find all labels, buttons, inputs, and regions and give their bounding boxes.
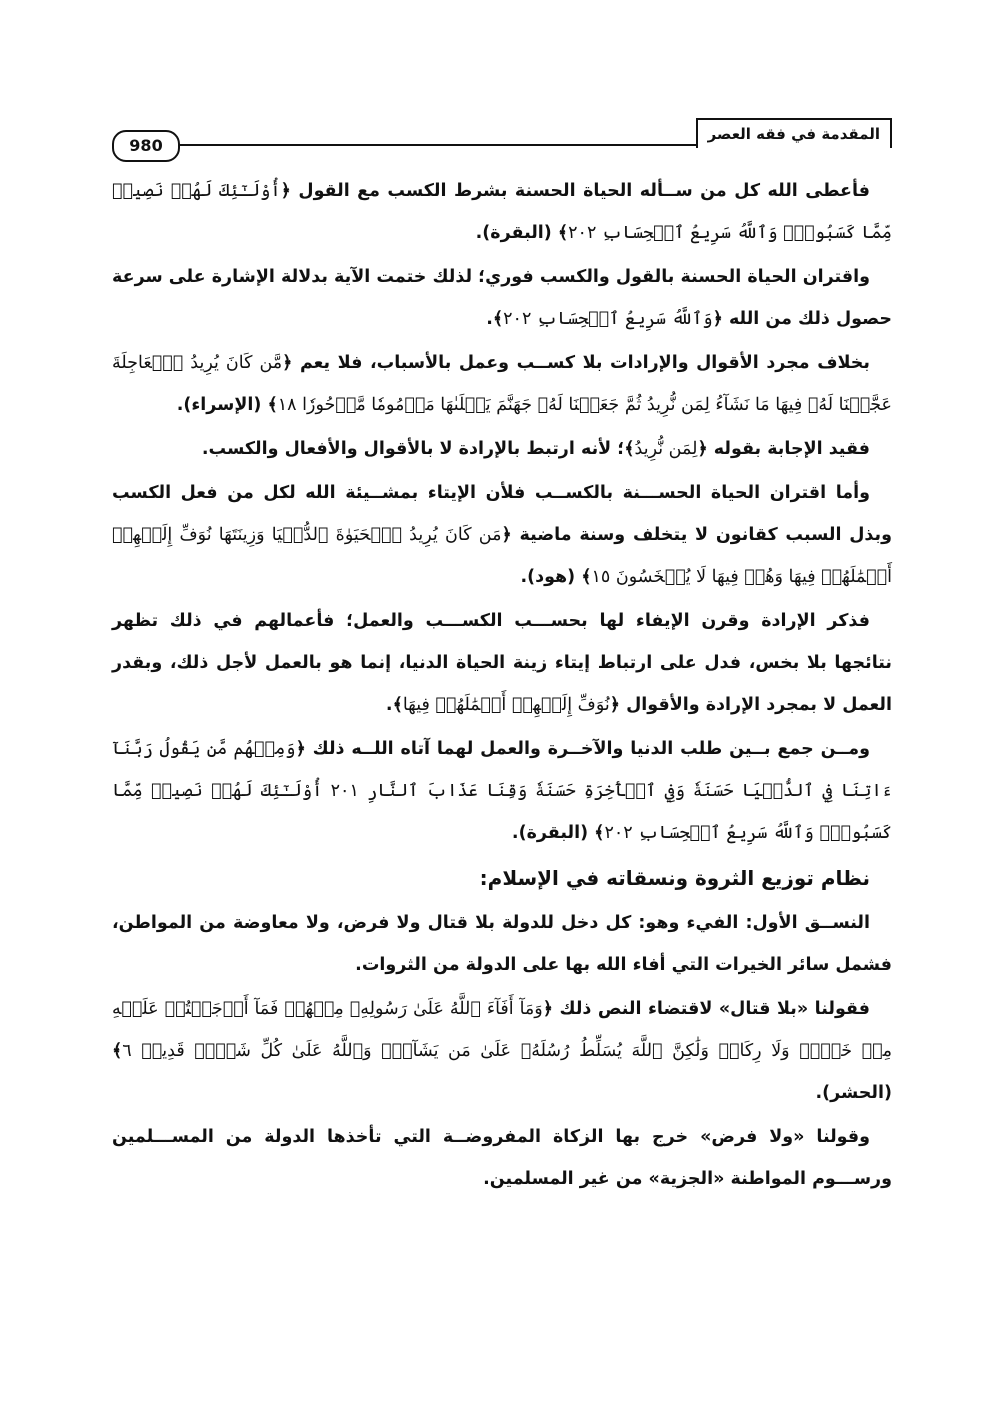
quran-verse: وَمِنۡهُم مَّن يَقُولُ رَبَّنَآ ءَاتِنَا فِي ٱلدُّنۡيَا حَسَنَةٗ وَفِي ٱلۡأٓخِرَةِ حَسَنَةٗ وَقِنَا عَذَابَ ٱلنَّارِ ٢٠١ أُوْلَـٰٓئِكَ لَهُمۡ نَصِيبٞ مِّمَّا كَسَبُواْۚ وَٱللَّهُ سَرِيعُ ٱلۡحِسَابِ ٢٠٢ bbox=[112, 739, 892, 843]
quran-verse: وَٱللَّهُ سَرِيعُ ٱلۡحِسَابِ ٢٠٢ bbox=[503, 309, 713, 329]
page-body bbox=[112, 170, 892, 1202]
quran-verse: مَن كَانَ يُرِيدُ ٱلۡحَيَوٰةَ ٱلدُّنۡيَا وَزِينَتَهَا نُوَفِّ إِلَيۡهِمۡ أَعۡمَٰلَهُمۡ فِيهَا وَهُمۡ فِيهَا لَا يُبۡخَسُونَ ١٥ bbox=[112, 525, 892, 587]
quran-verse: نُوَفِّ إِلَيۡهِمۡ أَعۡمَٰلَهُمۡ فِيهَا bbox=[402, 695, 610, 715]
paragraph-2: واقتران الحياة الحسنة بالقول والكسب فوري؛ لذلك ختمت الآية بدلالة الإشارة على سرعة حصول ذلك من الله ﴿وَٱللَّهُ سَرِيعُ ٱلۡحِسَابِ ٢٠٢﴾. bbox=[112, 267, 892, 329]
quran-verse: مَّن كَانَ يُرِيدُ ٱلۡعَاجِلَةَ عَجَّلۡنَا لَهُۥ فِيهَا مَا نَشَآءُ لِمَن نُّرِيدُ ثُمَّ جَعَلۡنَا لَهُۥ جَهَنَّمَ يَصۡلَىٰهَا مَذۡمُومٗا مَّدۡحُورٗا ١٨ bbox=[112, 353, 892, 415]
quran-verse: لِمَن نُّرِيدُ bbox=[634, 439, 698, 459]
paragraph-3: بخلاف مجرد الأقوال والإرادات بلا كســب وعمل بالأسباب، فلا يعم ﴿مَّن كَانَ يُرِيدُ ٱلۡعَاجِلَةَ عَجَّلۡنَا لَهُۥ فِيهَا مَا نَشَآءُ لِمَن نُّرِيدُ ثُمَّ جَعَلۡنَا لَهُۥ جَهَنَّمَ يَصۡلَىٰهَا مَذۡمُومٗا مَّدۡحُورٗا ١٨﴾ (الإسراء). bbox=[112, 353, 892, 415]
last-paragraph: وقولنا «ولا فرض» خرج بها الزكاة المفروضــة التي تأخذها الدولة من المســـلمين ورســـوم المواطنة «الجزية» من غير المسلمين. bbox=[112, 1127, 892, 1189]
paragraph-1: فأعطى الله كل من ســأله الحياة الحسنة بشرط الكسب مع القول ﴿أُوْلَـٰٓئِكَ لَهُمۡ نَصِيبٞ مِّمَّا كَسَبُواْۚ وَٱللَّهُ سَرِيعُ ٱلۡحِسَابِ ٢٠٢﴾ (البقرة). bbox=[112, 181, 892, 243]
section-heading: نظام توزيع الثروة ونسقاته في الإسلام: bbox=[479, 866, 870, 890]
page-number: 980 bbox=[112, 130, 180, 162]
first-pattern-paragraph: النســق الأول: الفيء وهو: كل دخل للدولة بلا قتال ولا فرض، ولا معاوضة من المواطن، فشمل سائر الخيرات التي أفاء الله بها على الدولة من الثروات. bbox=[112, 913, 892, 975]
quote-paragraph: فقولنا «بلا قتال» لاقتضاء النص ذلك ﴿وَمَآ أَفَآءَ ٱللَّهُ عَلَىٰ رَسُولِهِۦ مِنۡهُمۡ فَمَآ أَوۡجَفۡتُمۡ عَلَيۡهِ مِنۡ خَيۡلٖ وَلَا رِكَابٖ وَلَٰكِنَّ ٱللَّهَ يُسَلِّطُ رُسُلَهُۥ عَلَىٰ مَن يَشَآءُۚ وَٱللَّهُ عَلَىٰ كُلِّ شَيۡءٖ قَدِيرٞ ٦﴾ (الحشر). bbox=[112, 999, 892, 1103]
paragraph-5: وأما اقتران الحياة الحســـنة بالكســب فلأن الإيتاء بمشــيئة الله لكل من فعل الكسب وبذل السبب كقانون لا يتخلف وسنة ماضية ﴿مَن كَانَ يُرِيدُ ٱلۡحَيَوٰةَ ٱلدُّنۡيَا وَزِينَتَهَا نُوَفِّ إِلَيۡهِمۡ أَعۡمَٰلَهُمۡ فِيهَا وَهُمۡ فِيهَا لَا يُبۡخَسُونَ ١٥﴾ (هود). bbox=[112, 483, 892, 587]
quran-verse: وَمَآ أَفَآءَ ٱللَّهُ عَلَىٰ رَسُولِهِۦ مِنۡهُمۡ فَمَآ أَوۡجَفۡتُمۡ عَلَيۡهِ مِنۡ خَيۡلٖ وَلَا رِكَابٖ وَلَٰكِنَّ ٱللَّهَ يُسَلِّطُ رُسُلَهُۥ عَلَىٰ مَن يَشَآءُۚ وَٱللَّهُ عَلَىٰ كُلِّ شَيۡءٖ قَدِيرٞ ٦ bbox=[112, 999, 892, 1061]
paragraph-7: ومــن جمع بــين طلب الدنيا والآخــرة والعمل لهما آتاه اللــه ذلك ﴿وَمِنۡهُم مَّن يَقُولُ رَبَّنَآ ءَاتِنَا فِي ٱلدُّنۡيَا حَسَنَةٗ وَفِي ٱلۡأٓخِرَةِ حَسَنَةٗ وَقِنَا عَذَابَ ٱلنَّارِ ٢٠١ أُوْلَـٰٓئِكَ لَهُمۡ نَصِيبٞ مِّمَّا كَسَبُواْۚ وَٱللَّهُ سَرِيعُ ٱلۡحِسَابِ ٢٠٢﴾ (البقرة). bbox=[112, 739, 892, 843]
first-pattern-label: النســق الأول: bbox=[745, 913, 870, 933]
paragraph-4: فقيد الإجابة بقوله ﴿لِمَن نُّرِيدُ﴾؛ لأنه ارتبط بالإرادة لا بالأقوال والأفعال والكسب. bbox=[201, 439, 870, 459]
book-title: المقدمة في فقه العصر bbox=[696, 118, 892, 148]
page-header bbox=[112, 118, 892, 162]
quran-verse: أُوْلَـٰٓئِكَ لَهُمۡ نَصِيبٞ مِّمَّا كَسَبُواْۚ وَٱللَّهُ سَرِيعُ ٱلۡحِسَابِ ٢٠٢ bbox=[112, 181, 892, 243]
paragraph-6: فذكر الإرادة وقرن الإيفاء لها بحســـب الكســـب والعمل؛ فأعمالهم في ذلك تظهر نتائجها بلا بخس، فدل على ارتباط إيتاء زينة الحياة الدنيا، إنما هو بالعمل لأجل ذلك، وبقدر العمل لا بمجرد الإرادة والأقوال ﴿نُوَفِّ إِلَيۡهِمۡ أَعۡمَٰلَهُمۡ فِيهَا﴾. bbox=[112, 611, 892, 715]
